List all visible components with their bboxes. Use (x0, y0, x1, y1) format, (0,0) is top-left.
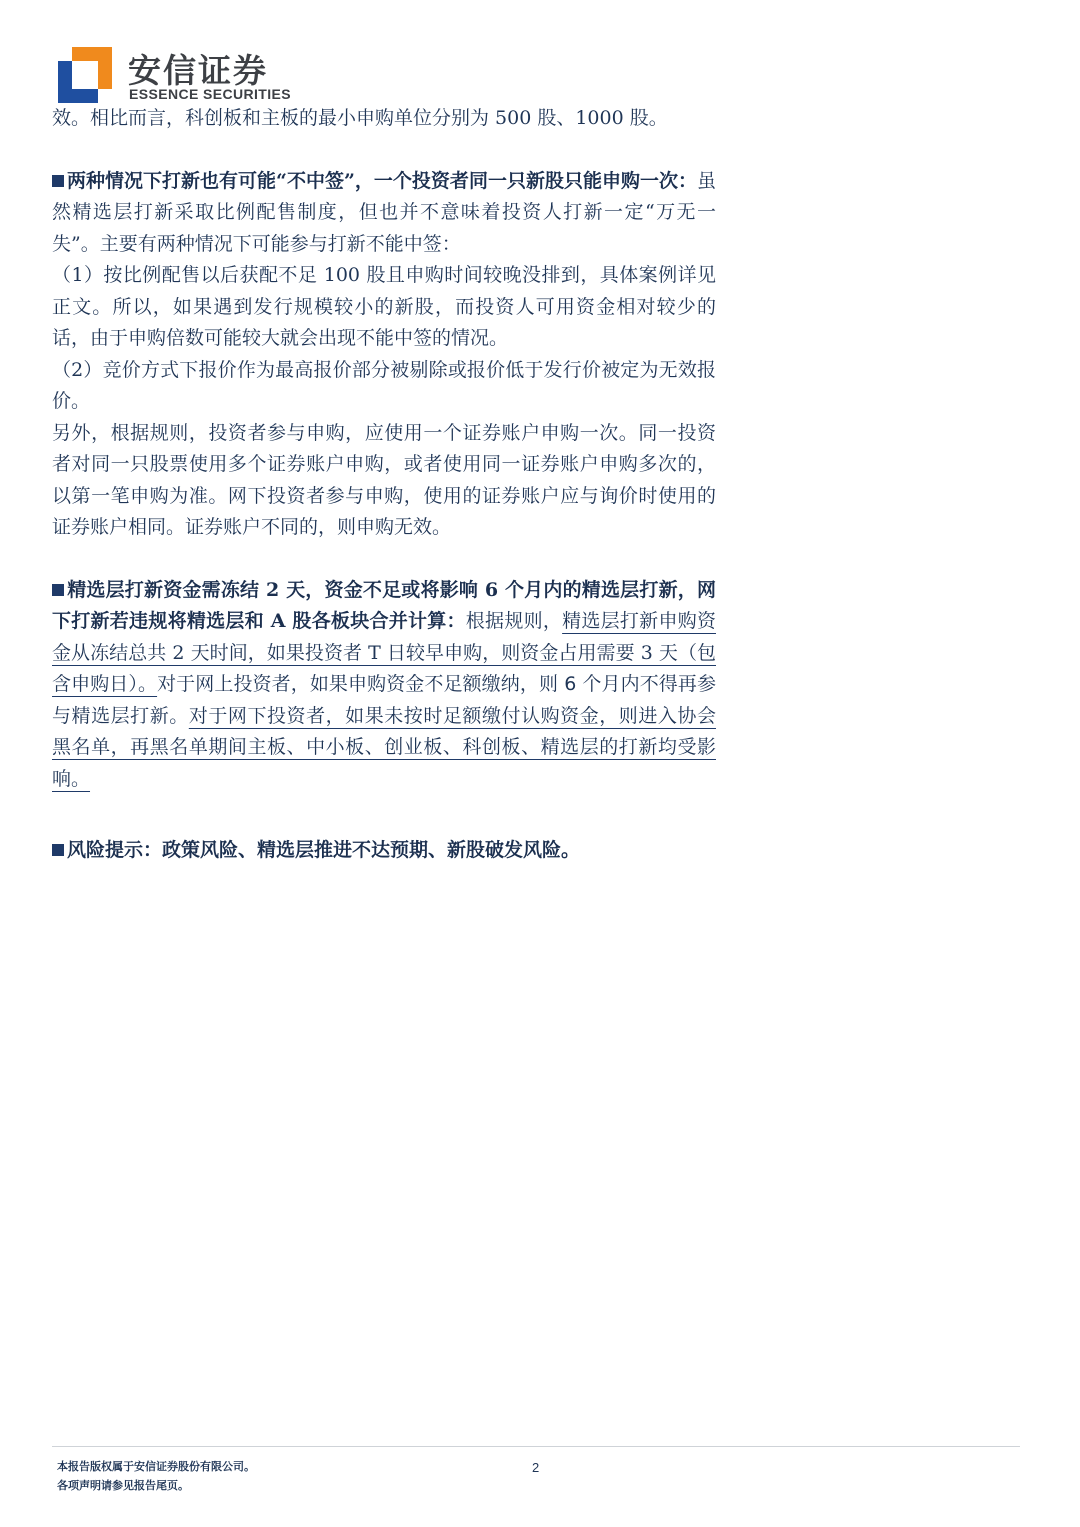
section-not-winning (52, 166, 716, 261)
section-fund-freeze (52, 575, 716, 796)
section-heading: 精选层打新资金需冻结 2 天，资金不足或将影响 6 个月内的精选层打新，网下打新若违规将精选层和 A 股各板块合并计算： (52, 578, 716, 632)
section-text: 对于网上投资者，如果申购资金不足额缴纳，则 (157, 673, 565, 695)
paragraph-subscription-unit: 效。相比而言，科创板和主板的最小申购单位分别为 500 股、1000 股。 (52, 107, 668, 129)
logo-chinese-name: 安信证券 (128, 51, 268, 90)
section-heading: 风险提示：政策风险、精选层推进不达预期、新股破发风险。 (67, 839, 581, 861)
essence-logo-icon (58, 47, 112, 103)
section-text: 根据规则， (465, 610, 563, 632)
months-number: 6 (564, 673, 577, 695)
company-logo (58, 42, 318, 104)
logo-english-name: ESSENCE SECURITIES (129, 86, 292, 102)
underlined-text: 精选层打新申购资金从冻结总共 2 天时间，如果投资者 T 日较早申购，则资金占用需要 3 天（包含申购日）。 (52, 610, 716, 695)
disclaimer-line: 各项声明请参见报告尾页。 (57, 1479, 189, 1492)
list-item-2: （2）竞价方式下报价作为最高报价部分被剔除或报价低于发行价被定为无效报价。 (52, 358, 716, 412)
footer-divider (52, 1446, 1020, 1447)
paragraph-account-rules: 另外，根据规则，投资者参与申购，应使用一个证券账户申购一次。同一投资者对同一只股票使用多个证券账户申购，或者使用同一证券账户申购多次的，以第一笔申购为准。网下投资者参与申购，使用的证券账户应与询价时使用的证券账户相同。证券账户不同的，则申购无效。 (52, 421, 716, 538)
section-text: 个月内不得再参与精选层打新。 (52, 673, 716, 727)
footer-disclaimer (57, 1457, 255, 1495)
section-text: 虽然精选层打新采取比例配售制度，但也并不意味着投资人打新一定“万无一失”。主要有两种情况下可能参与打新不能中签： (52, 169, 716, 255)
list-item-1: （1）按比例配售以后获配不足 100 股且申购时间较晚没排到，具体案例详见正文。所以，如果遇到发行规模较小的新股，而投资人可用资金相对较少的话，由于申购倍数可能较大就会出现不能中签的情况。 (52, 264, 716, 349)
section-risk-warning (52, 835, 716, 867)
bullet-square-icon (52, 584, 64, 596)
bullet-square-icon (52, 175, 64, 187)
underlined-text: 对于网下投资者，如果未按时足额缴付认购资金，则进入协会黑名单，再黑名单期间主板、中小板、创业板、科创板、精选层的打新均受影响。 (52, 704, 716, 790)
section-heading: 两种情况下打新也有可能“不中签”，一个投资者同一只新股只能申购一次： (67, 169, 697, 192)
report-body (52, 103, 716, 867)
bullet-square-icon (52, 844, 64, 856)
copyright-line: 本报告版权属于安信证券股份有限公司。 (57, 1460, 255, 1473)
page-number: 2 (532, 1460, 540, 1475)
